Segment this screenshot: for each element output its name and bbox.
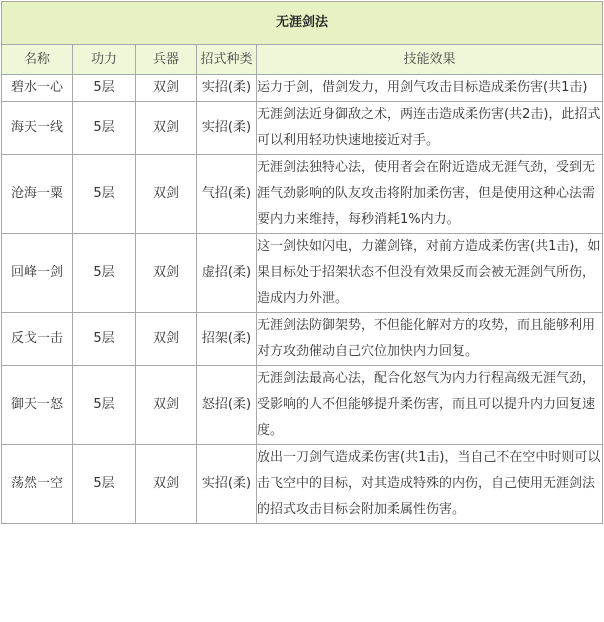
skill-weapon: 双剑 <box>136 234 197 313</box>
skill-name: 碧水一心 <box>2 75 73 102</box>
table-row <box>2 366 603 445</box>
table-row <box>2 155 603 234</box>
table-title-row <box>2 2 603 45</box>
table-row <box>2 313 603 366</box>
skill-power: 5层 <box>73 102 136 155</box>
skill-effect: 无涯剑法防御架势，不但能化解对方的攻势，而且能够利用对方攻劲催动自己穴位加快内力回复。 <box>257 313 603 366</box>
skill-effect: 放出一刀剑气造成柔伤害(共1击)，当自己不在空中时则可以击飞空中的目标，对其造成特殊的内伤，自己使用无涯剑法的招式攻击目标会附加柔属性伤害。 <box>257 445 603 524</box>
skill-effect: 运力于剑，借剑发力，用剑气攻击目标造成柔伤害(共1击) <box>257 75 603 102</box>
skill-weapon: 双剑 <box>136 102 197 155</box>
header-weapon: 兵器 <box>136 45 197 75</box>
skill-name: 海天一线 <box>2 102 73 155</box>
skill-weapon: 双剑 <box>136 313 197 366</box>
header-effect: 技能效果 <box>257 45 603 75</box>
skill-power: 5层 <box>73 155 136 234</box>
skill-effect: 无涯剑法近身御敌之术，两连击造成柔伤害(共2击)，此招式可以利用轻功快速地接近对手。 <box>257 102 603 155</box>
skill-effect: 无涯剑法最高心法，配合化怒气为内力行程高级无涯气劲，受影响的人不但能够提升柔伤害，而且可以提升内力回复速度。 <box>257 366 603 445</box>
skill-effect: 无涯剑法独特心法，使用者会在附近造成无涯气劲，受到无涯气劲影响的队友攻击将附加柔伤害，但是使用这种心法需要内力来维持，每秒消耗1%内力。 <box>257 155 603 234</box>
skill-type: 招架(柔) <box>197 313 257 366</box>
skill-power: 5层 <box>73 313 136 366</box>
skill-weapon: 双剑 <box>136 155 197 234</box>
table-row <box>2 102 603 155</box>
skill-name: 反戈一击 <box>2 313 73 366</box>
skill-type: 实招(柔) <box>197 445 257 524</box>
skill-type: 气招(柔) <box>197 155 257 234</box>
skill-name: 回峰一剑 <box>2 234 73 313</box>
table-header-row <box>2 45 603 75</box>
skill-weapon: 双剑 <box>136 366 197 445</box>
header-name: 名称 <box>2 45 73 75</box>
skill-power: 5层 <box>73 445 136 524</box>
table-row <box>2 234 603 313</box>
skill-name: 荡然一空 <box>2 445 73 524</box>
skill-type: 虚招(柔) <box>197 234 257 313</box>
table-row <box>2 75 603 102</box>
skill-type: 实招(柔) <box>197 102 257 155</box>
table-row <box>2 445 603 524</box>
skill-weapon: 双剑 <box>136 75 197 102</box>
header-type: 招式种类 <box>197 45 257 75</box>
skill-power: 5层 <box>73 234 136 313</box>
skill-name: 御天一怒 <box>2 366 73 445</box>
header-power: 功力 <box>73 45 136 75</box>
skill-type: 实招(柔) <box>197 75 257 102</box>
skill-table <box>1 1 603 524</box>
skill-name: 沧海一粟 <box>2 155 73 234</box>
skill-power: 5层 <box>73 75 136 102</box>
skill-power: 5层 <box>73 366 136 445</box>
skill-weapon: 双剑 <box>136 445 197 524</box>
skill-effect: 这一剑快如闪电，力灌剑锋，对前方造成柔伤害(共1击)，如果目标处于招架状态不但没有效果反而会被无涯剑气所伤，造成内力外泄。 <box>257 234 603 313</box>
skill-type: 怒招(柔) <box>197 366 257 445</box>
table-title: 无涯剑法 <box>2 2 603 45</box>
